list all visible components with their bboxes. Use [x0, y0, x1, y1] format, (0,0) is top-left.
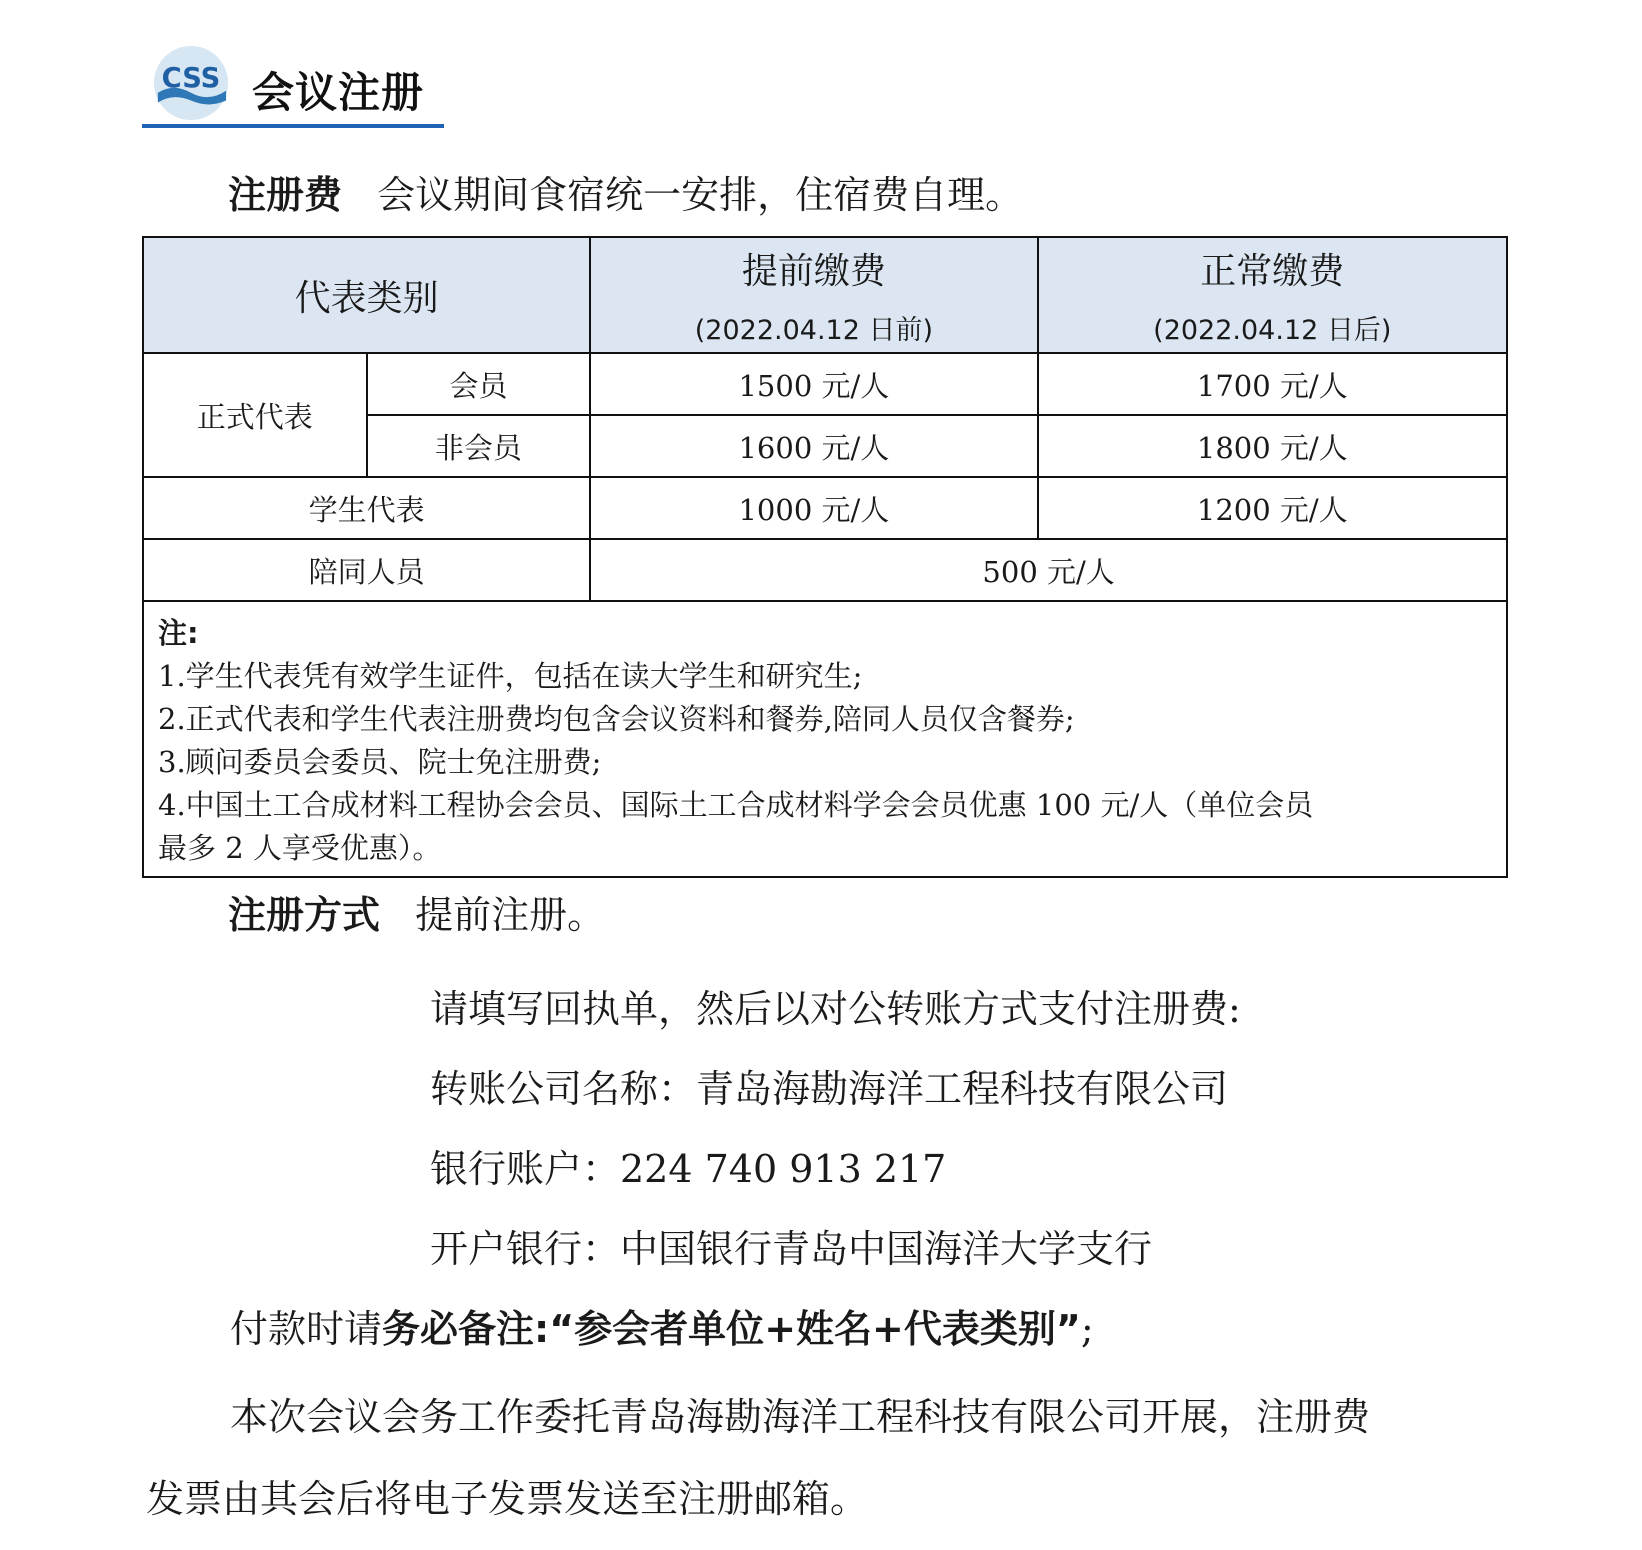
student-early-fee: 1000 元/人 — [590, 477, 1037, 539]
closing-line-2: 发票由其会后将电子发票发送至注册邮箱。 — [146, 1477, 869, 1521]
fee-intro — [228, 164, 1023, 219]
category-header: 代表类别 — [294, 277, 439, 319]
page-title: 会议注册 — [252, 68, 425, 117]
method-label: 注册方式 — [228, 893, 381, 937]
page-header — [142, 44, 444, 128]
note-item: 4.中国土工合成材料工程协会会员、国际土工合成材料学会会员优惠 100 元/人（单位会员 — [158, 788, 1314, 822]
fee-intro-text: 会议期间食宿统一安排，住宿费自理。 — [377, 173, 1024, 217]
note-item: 1.学生代表凭有效学生证件，包括在读大学生和研究生; — [158, 659, 863, 693]
nonmember-early-fee: 1600 元/人 — [590, 415, 1037, 477]
normal-fee-header: 正常缴费 — [1200, 251, 1345, 292]
companion-fee: 500 元/人 — [590, 539, 1507, 601]
fee-table-header — [143, 237, 1507, 353]
normal-fee-date: (2022.04.12 日后) — [1153, 315, 1392, 346]
payment-note-prefix: 付款时请 — [230, 1307, 383, 1351]
early-fee-date: (2022.04.12 日前) — [694, 315, 934, 346]
member-normal-fee: 1700 元/人 — [1038, 353, 1507, 415]
member-label: 会员 — [367, 353, 591, 415]
notes-row — [143, 601, 1507, 877]
member-early-fee: 1500 元/人 — [590, 353, 1037, 415]
nonmember-label: 非会员 — [367, 415, 591, 477]
formal-delegate-label: 正式代表 — [143, 353, 367, 477]
closing-line-1: 本次会议会务工作委托青岛海勘海洋工程科技有限公司开展，注册费 — [230, 1395, 1371, 1439]
payment-note-required: 务必备注:“参会者单位+姓名+代表类别” — [382, 1307, 1081, 1351]
header-underline — [142, 124, 444, 128]
note-item: 最多 2 人享受优惠）。 — [158, 831, 442, 865]
css-logo-icon — [152, 44, 230, 122]
nonmember-normal-fee: 1800 元/人 — [1038, 415, 1507, 477]
payment-note-suffix: ; — [1080, 1307, 1094, 1351]
note-item: 3.顾问委员会委员、院士免注册费; — [158, 745, 602, 779]
bank-account: 银行账户：224 740 913 217 — [430, 1147, 947, 1191]
table-row — [143, 353, 1507, 415]
method-text: 提前注册。 — [415, 893, 606, 937]
payment-note — [230, 1298, 1094, 1353]
table-row — [143, 539, 1507, 601]
transfer-company: 转账公司名称：青岛海勘海洋工程科技有限公司 — [430, 1067, 1229, 1111]
notes-cell — [143, 601, 1507, 877]
method-instruction: 请填写回执单，然后以对公转账方式支付注册费: — [430, 987, 1241, 1031]
registration-method — [228, 884, 605, 939]
student-label: 学生代表 — [143, 477, 590, 539]
note-item: 2.正式代表和学生代表注册费均包含会议资料和餐券,陪同人员仅含餐券; — [158, 702, 1075, 736]
logo-text: CSS — [161, 62, 221, 94]
student-normal-fee: 1200 元/人 — [1038, 477, 1507, 539]
early-fee-header: 提前缴费 — [741, 251, 886, 292]
table-row — [143, 477, 1507, 539]
fee-label: 注册费 — [228, 173, 343, 217]
fee-table — [142, 236, 1508, 878]
companion-label: 陪同人员 — [143, 539, 590, 601]
notes-title: 注: — [158, 616, 199, 650]
bank-name: 开户银行：中国银行青岛中国海洋大学支行 — [430, 1227, 1153, 1271]
